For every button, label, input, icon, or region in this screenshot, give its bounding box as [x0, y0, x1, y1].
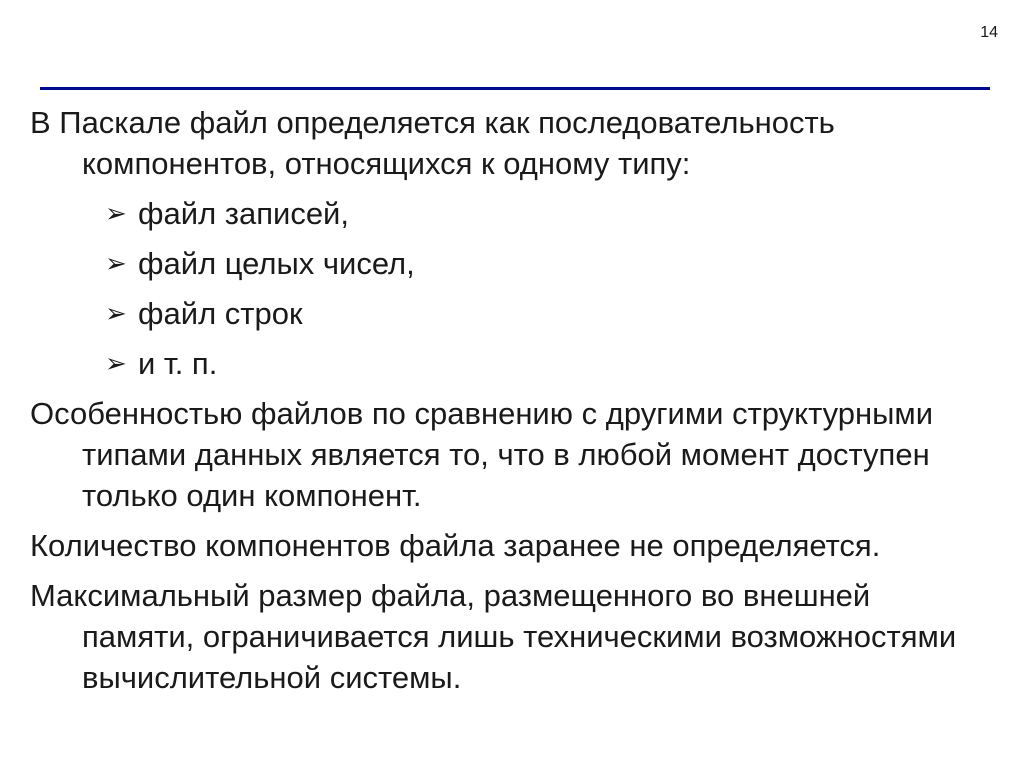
title-divider	[40, 87, 990, 90]
page-number: 14	[980, 24, 998, 41]
arrow-bullet-icon: ➢	[105, 298, 127, 328]
file-types-list	[30, 193, 990, 384]
list-item	[105, 243, 990, 284]
list-item-text: файл строк	[138, 296, 303, 331]
list-item	[105, 343, 990, 384]
list-item-text: и т. п.	[138, 346, 218, 381]
list-item-text: файл записей,	[138, 196, 349, 231]
list-item	[105, 193, 990, 234]
arrow-bullet-icon: ➢	[105, 348, 127, 378]
arrow-bullet-icon: ➢	[105, 248, 127, 278]
arrow-bullet-icon: ➢	[105, 198, 127, 228]
slide-body	[30, 102, 990, 707]
size-paragraph: Максимальный размер файла, размещенного во внешней памяти, ограничивается лишь техническими возможностями вычислительной системы.	[30, 578, 957, 695]
intro-paragraph: В Паскале файл определяется как последовательность компонентов, относящихся к одному типу:	[30, 105, 835, 181]
list-item-text: файл целых чисел,	[138, 246, 415, 281]
feature-paragraph: Особенностью файлов по сравнению с другими структурными типами данных является то, что в любой момент доступен только один компонент.	[30, 396, 934, 513]
list-item	[105, 293, 990, 334]
count-paragraph: Количество компонентов файла заранее не определяется.	[30, 528, 881, 563]
